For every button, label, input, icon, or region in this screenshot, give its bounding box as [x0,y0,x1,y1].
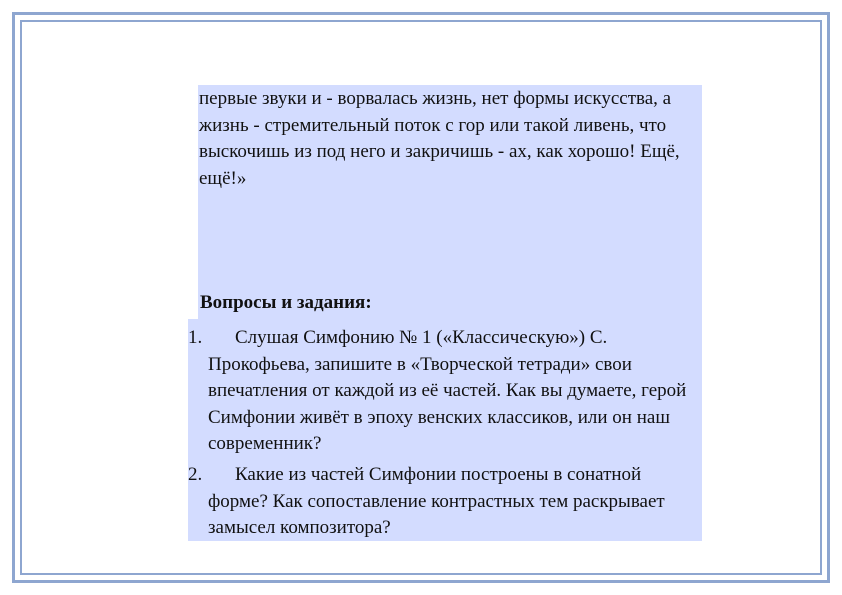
quote-paragraph: первые звуки и - ворвалась жизнь, нет формы искусства, а жизнь - стремительный поток с гор или такой ливень, что выскочишь из под него и закричишь - ах, как хорошо! Ещё, ещё!» [199,88,680,189]
question-number: 1. [188,327,203,348]
questions-title: Вопросы и задания: [200,292,372,313]
question-text: Какие из частей Симфонии построены в сонатной форме? Как сопоставление контрастных тем раскрывает замысел композитора? [208,464,665,538]
question-item-2 [188,462,702,542]
question-number: 2. [188,464,203,485]
question-text: Слушая Симфонию № 1 («Классическую») С. Прокофьева, запишите в «Творческой тетради» свои впечатления от каждой из её частей. Как вы думаете, герой Симфонии живёт в эпоху венских классиков, или он наш современник? [208,327,687,454]
question-item-1 [188,325,702,458]
